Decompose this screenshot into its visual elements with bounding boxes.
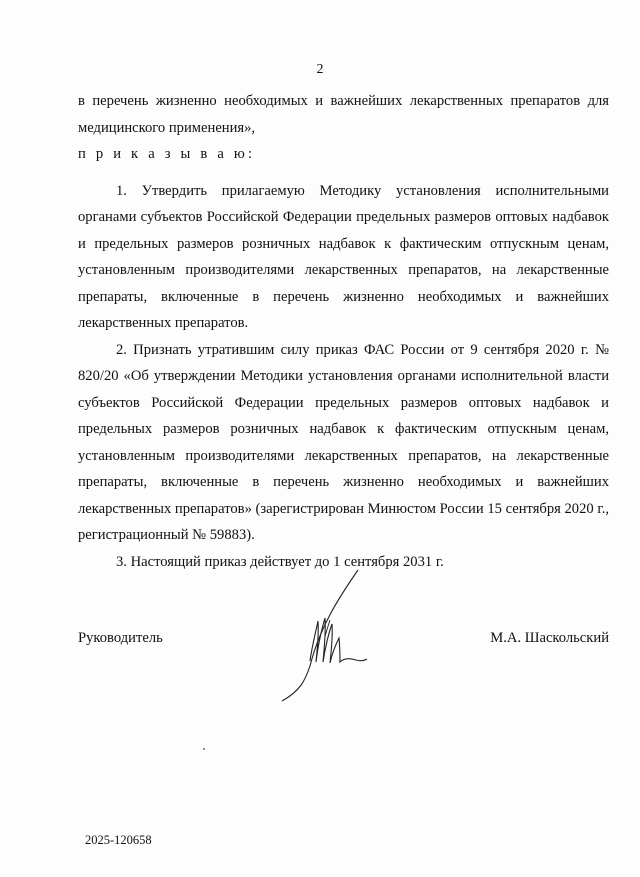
document-body (78, 88, 609, 575)
document-registration-id: 2025-120658 (85, 833, 152, 847)
signatory-name: М.А. Шаскольский (490, 630, 609, 646)
paragraph-item-3: 3. Настоящий приказ действует до 1 сентября 2031 г. (116, 553, 444, 570)
paragraph-intro: в перечень жизненно необходимых и важнейших лекарственных препаратов для медицинского применения», (78, 93, 609, 136)
scan-speck (203, 748, 205, 750)
signatory-position: Руководитель (78, 630, 163, 646)
paragraph-item-1: 1. Утвердить прилагаемую Методику установления исполнительными органами субъектов Российской Федерации предельных размеров оптовых надбавок и предельных размеров розничных надбавок к фактическим отпускным ценам, установленным производителями лекарственных препаратов, на лекарственные препараты, включенные в перечень жизненно необходимых и важнейших лекарственных препаратов. (78, 182, 609, 331)
order-word: п р и к а з ы в а ю: (78, 146, 256, 162)
page-number: 2 (316, 62, 324, 77)
paragraph-item-2: 2. Признать утратившим силу приказ ФАС России от 9 сентября 2020 г. № 820/20 «Об утверждении Методики установления органами исполнительной власти субъектов Российской Федерации предельных размеров оптовых надбавок и предельных размеров розничных надбавок к фактическим отпускным ценам, установленным производителями лекарственных препаратов, на лекарственные препараты, включенные в перечень жизненно необходимых и важнейших лекарственных препаратов» (зарегистрирован Минюстом России 15 сентября 2020 г., регистрационный № 59883). (78, 341, 609, 543)
handwritten-signature-icon (270, 566, 380, 706)
